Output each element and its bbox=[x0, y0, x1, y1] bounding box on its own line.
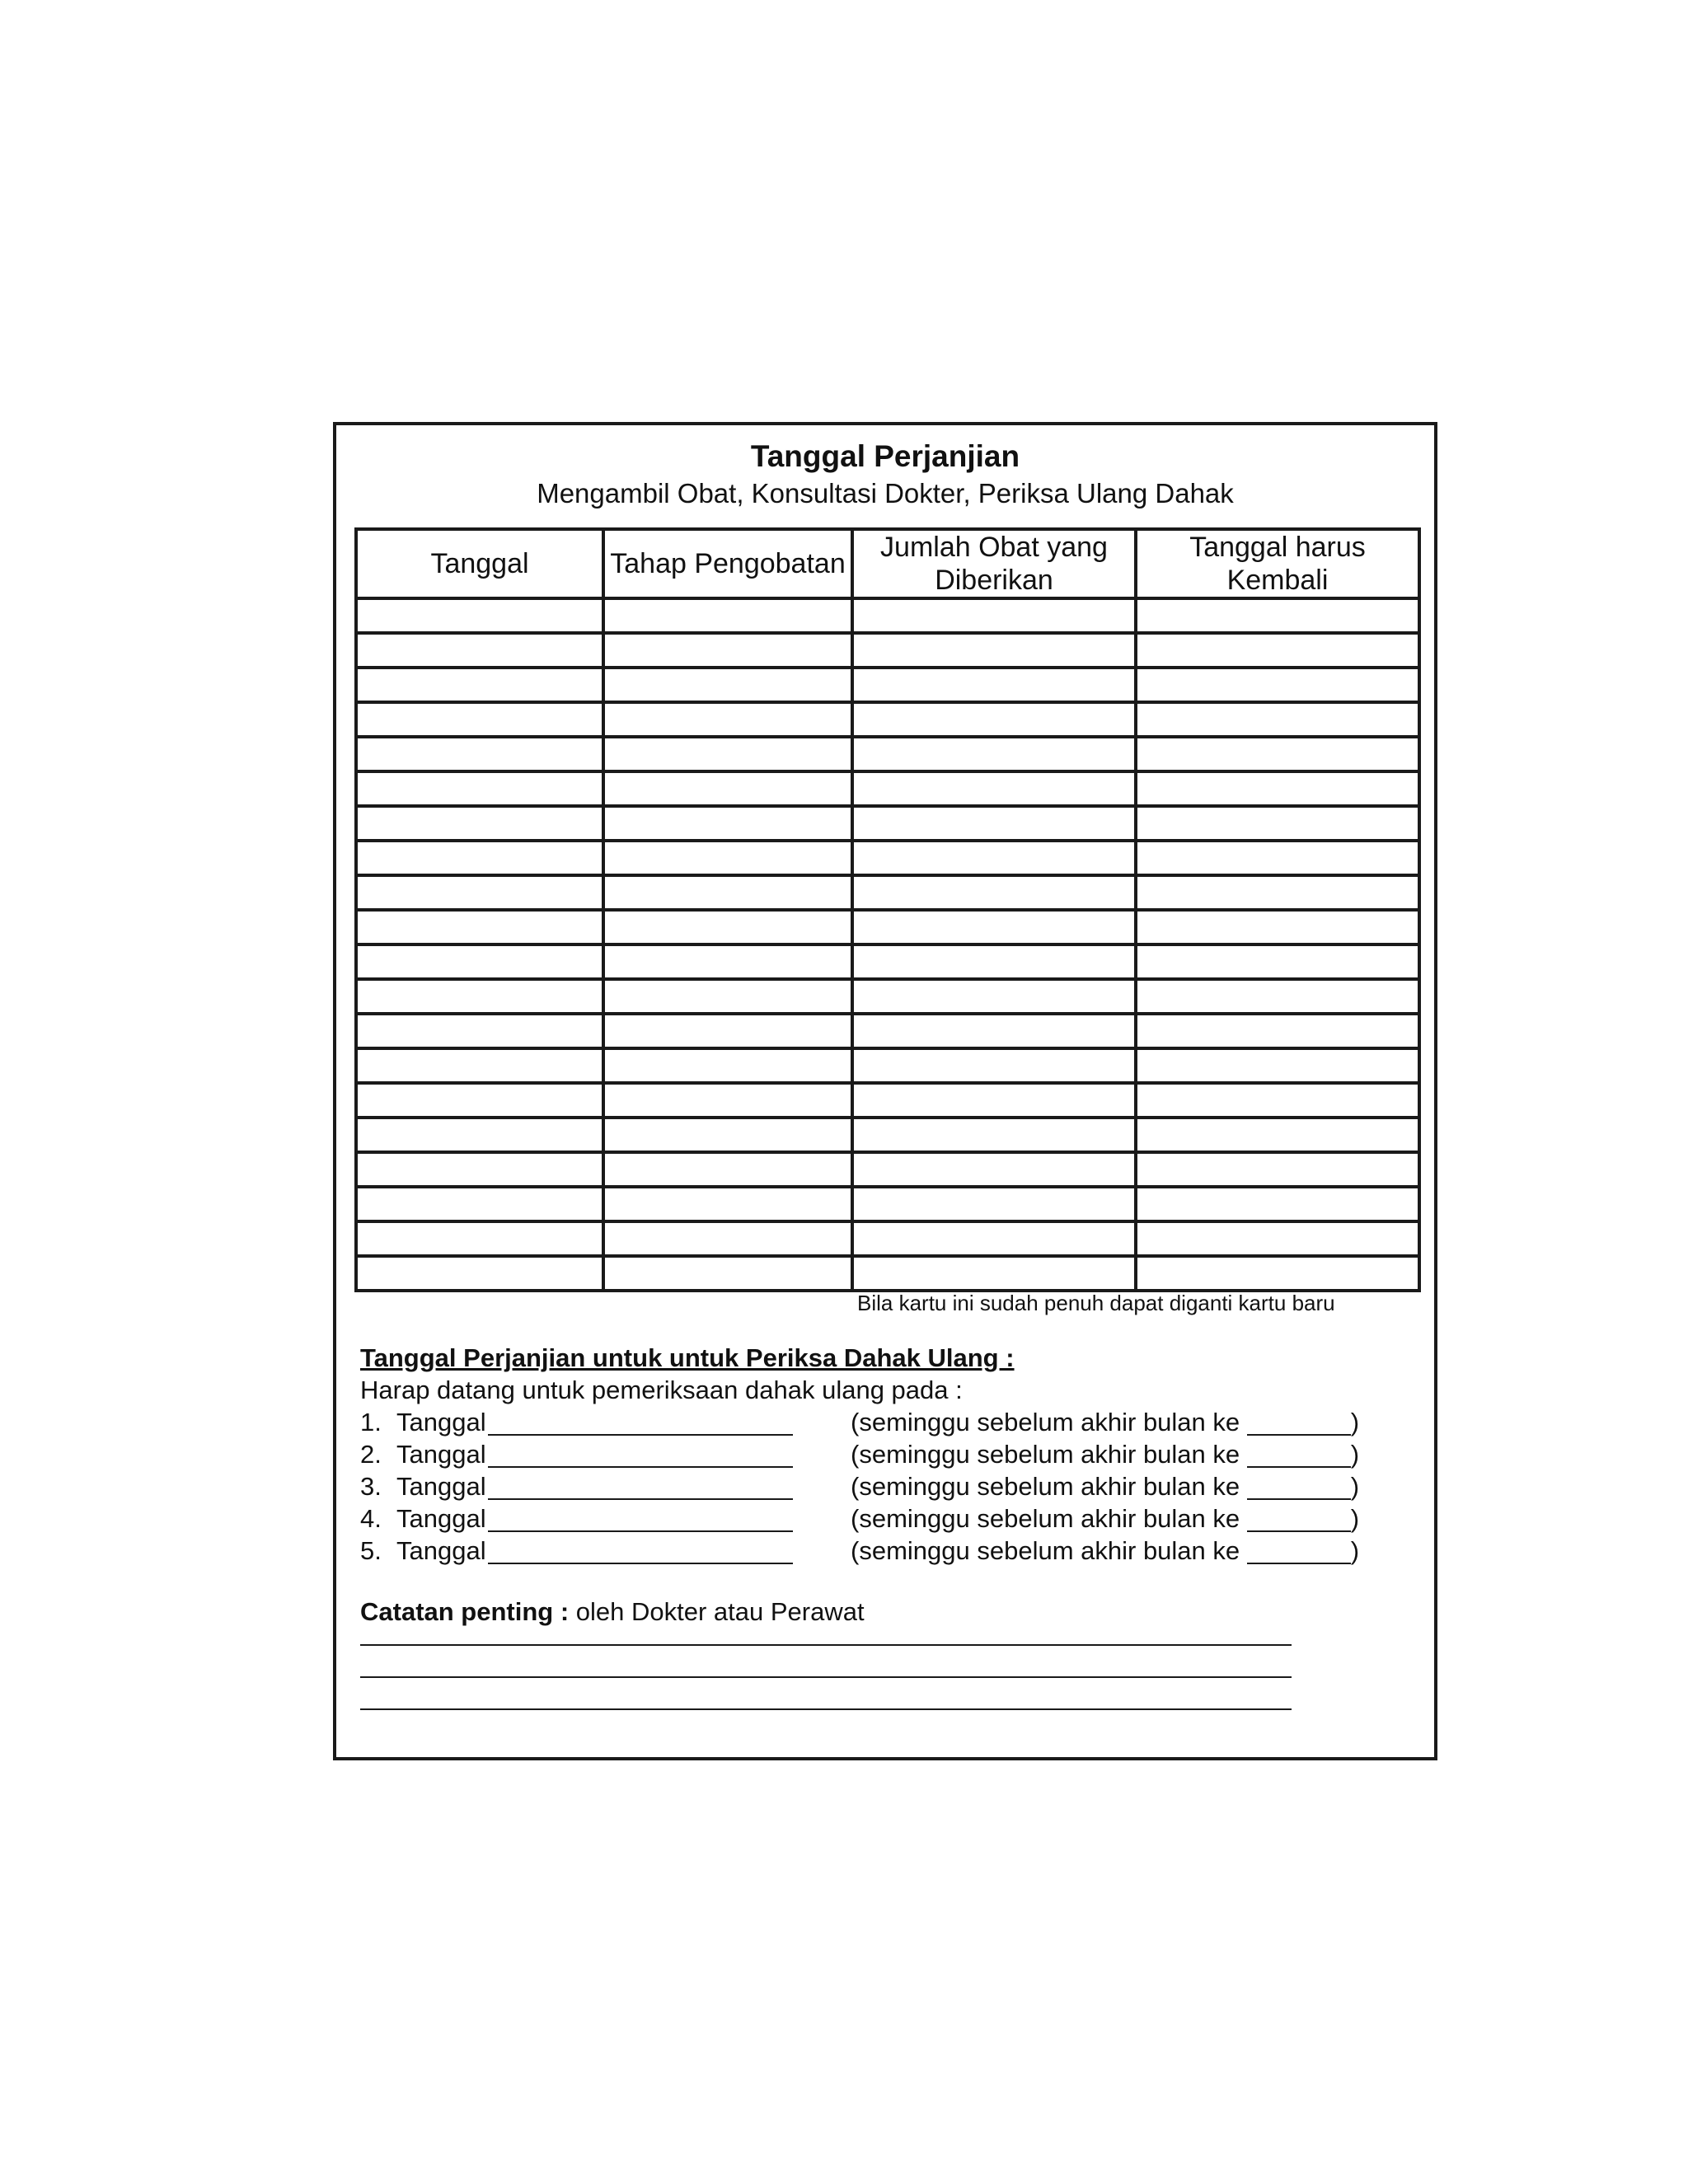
table-cell[interactable] bbox=[603, 598, 852, 633]
item-label: Tanggal bbox=[396, 1472, 486, 1501]
table-cell[interactable] bbox=[603, 1187, 852, 1221]
column-header-drug-amount: Jumlah Obat yang Diberikan bbox=[852, 529, 1136, 598]
table-row bbox=[356, 633, 1419, 668]
table-row bbox=[356, 1048, 1419, 1083]
table-cell[interactable] bbox=[603, 944, 852, 979]
table-cell[interactable] bbox=[852, 771, 1136, 806]
table-cell[interactable] bbox=[603, 979, 852, 1014]
date-blank[interactable] bbox=[488, 1502, 793, 1532]
item-number: 1. bbox=[360, 1408, 382, 1436]
list-item bbox=[360, 1438, 1359, 1470]
table-cell[interactable] bbox=[852, 1152, 1136, 1187]
table-cell[interactable] bbox=[852, 944, 1136, 979]
table-cell[interactable] bbox=[356, 875, 603, 910]
table-cell[interactable] bbox=[356, 1256, 603, 1291]
table-row bbox=[356, 806, 1419, 841]
appointment-table bbox=[354, 527, 1421, 1292]
item-number: 4. bbox=[360, 1504, 382, 1533]
table-cell[interactable] bbox=[1136, 841, 1419, 875]
table-cell[interactable] bbox=[356, 1187, 603, 1221]
table-cell[interactable] bbox=[852, 668, 1136, 702]
table-cell[interactable] bbox=[356, 702, 603, 737]
column-header-treatment-phase: Tahap Pengobatan bbox=[603, 529, 852, 598]
table-cell[interactable] bbox=[603, 910, 852, 944]
table-cell[interactable] bbox=[1136, 633, 1419, 668]
table-row bbox=[356, 737, 1419, 771]
notes-label: Catatan penting : bbox=[360, 1597, 570, 1626]
table-row bbox=[356, 1187, 1419, 1221]
table-cell[interactable] bbox=[1136, 1014, 1419, 1048]
month-note bbox=[851, 1470, 1359, 1502]
table-row bbox=[356, 1118, 1419, 1152]
table-cell[interactable] bbox=[356, 1118, 603, 1152]
table-cell[interactable] bbox=[603, 737, 852, 771]
column-header-return-date: Tanggal harus Kembali bbox=[1136, 529, 1419, 598]
table-cell[interactable] bbox=[356, 668, 603, 702]
table-cell[interactable] bbox=[603, 633, 852, 668]
table-cell[interactable] bbox=[1136, 668, 1419, 702]
month-note bbox=[851, 1535, 1359, 1567]
table-cell[interactable] bbox=[852, 875, 1136, 910]
table-cell[interactable] bbox=[852, 633, 1136, 668]
table-cell[interactable] bbox=[356, 1014, 603, 1048]
item-number: 5. bbox=[360, 1536, 382, 1565]
table-row bbox=[356, 1152, 1419, 1187]
table-footnote: Bila kartu ini sudah penuh dapat diganti kartu baru bbox=[857, 1291, 1335, 1315]
item-label: Tanggal bbox=[396, 1536, 486, 1565]
table-cell[interactable] bbox=[1136, 1187, 1419, 1221]
table-cell[interactable] bbox=[356, 1152, 603, 1187]
table-cell[interactable] bbox=[356, 771, 603, 806]
table-cell[interactable] bbox=[1136, 702, 1419, 737]
month-blank[interactable] bbox=[1247, 1470, 1351, 1500]
table-row bbox=[356, 668, 1419, 702]
month-blank[interactable] bbox=[1247, 1502, 1351, 1532]
table-cell[interactable] bbox=[1136, 1256, 1419, 1291]
table-cell[interactable] bbox=[603, 841, 852, 875]
table-cell[interactable] bbox=[356, 910, 603, 944]
list-item bbox=[360, 1470, 1359, 1502]
month-blank[interactable] bbox=[1247, 1406, 1351, 1436]
table-cell[interactable] bbox=[852, 1083, 1136, 1118]
notes-text: oleh Dokter atau Perawat bbox=[569, 1597, 865, 1626]
table-cell[interactable] bbox=[356, 1048, 603, 1083]
notes-line[interactable] bbox=[360, 1708, 1292, 1710]
date-blank[interactable] bbox=[488, 1438, 793, 1468]
table-cell[interactable] bbox=[603, 806, 852, 841]
table-cell[interactable] bbox=[356, 598, 603, 633]
table-body bbox=[356, 598, 1419, 1291]
list-item bbox=[360, 1406, 1359, 1438]
table-cell[interactable] bbox=[603, 668, 852, 702]
table-cell[interactable] bbox=[1136, 1221, 1419, 1256]
table-cell[interactable] bbox=[852, 1118, 1136, 1152]
section-intro: Harap datang untuk pemeriksaan dahak ulang pada : bbox=[360, 1376, 963, 1404]
table-cell[interactable] bbox=[1136, 1152, 1419, 1187]
table-cell[interactable] bbox=[603, 1048, 852, 1083]
table-row bbox=[356, 875, 1419, 910]
month-note-suffix: ) bbox=[1350, 1504, 1360, 1533]
table-cell[interactable] bbox=[852, 979, 1136, 1014]
table-cell[interactable] bbox=[1136, 944, 1419, 979]
table-cell[interactable] bbox=[1136, 1083, 1419, 1118]
table-cell[interactable] bbox=[1136, 598, 1419, 633]
table-cell[interactable] bbox=[1136, 1118, 1419, 1152]
table-cell[interactable] bbox=[603, 1083, 852, 1118]
item-number: 2. bbox=[360, 1440, 382, 1469]
notes-line[interactable] bbox=[360, 1644, 1292, 1646]
table-cell[interactable] bbox=[356, 979, 603, 1014]
list-item bbox=[360, 1535, 1359, 1567]
table-cell[interactable] bbox=[356, 944, 603, 979]
month-blank[interactable] bbox=[1247, 1438, 1351, 1468]
recheck-date-list bbox=[360, 1406, 1359, 1567]
card-title: Tanggal Perjanjian bbox=[750, 439, 1020, 473]
month-note-prefix: (seminggu sebelum akhir bulan ke bbox=[851, 1440, 1240, 1469]
table-row bbox=[356, 910, 1419, 944]
table-row bbox=[356, 702, 1419, 737]
date-blank[interactable] bbox=[488, 1535, 793, 1564]
table-cell[interactable] bbox=[1136, 806, 1419, 841]
table-cell[interactable] bbox=[603, 875, 852, 910]
table-cell[interactable] bbox=[852, 910, 1136, 944]
table-cell[interactable] bbox=[1136, 737, 1419, 771]
table-cell[interactable] bbox=[852, 841, 1136, 875]
month-note-prefix: (seminggu sebelum akhir bulan ke bbox=[851, 1472, 1240, 1501]
table-row bbox=[356, 979, 1419, 1014]
table-cell[interactable] bbox=[852, 1256, 1136, 1291]
item-label: Tanggal bbox=[396, 1504, 486, 1533]
month-blank[interactable] bbox=[1247, 1535, 1351, 1564]
table-row bbox=[356, 841, 1419, 875]
important-notes bbox=[360, 1597, 865, 1627]
table-cell[interactable] bbox=[1136, 1048, 1419, 1083]
card-subtitle: Mengambil Obat, Konsultasi Dokter, Periksa Ulang Dahak bbox=[537, 478, 1234, 509]
table-cell[interactable] bbox=[356, 737, 603, 771]
table-cell[interactable] bbox=[356, 1083, 603, 1118]
table-cell[interactable] bbox=[1136, 910, 1419, 944]
month-note-prefix: (seminggu sebelum akhir bulan ke bbox=[851, 1536, 1240, 1565]
table-cell[interactable] bbox=[852, 1187, 1136, 1221]
table-cell[interactable] bbox=[603, 1256, 852, 1291]
table-cell[interactable] bbox=[1136, 979, 1419, 1014]
table-cell[interactable] bbox=[356, 806, 603, 841]
month-note-suffix: ) bbox=[1350, 1536, 1360, 1565]
table-cell[interactable] bbox=[603, 1118, 852, 1152]
item-label: Tanggal bbox=[396, 1440, 486, 1469]
month-note-suffix: ) bbox=[1350, 1472, 1360, 1501]
table-row bbox=[356, 1256, 1419, 1291]
month-note-suffix: ) bbox=[1350, 1440, 1360, 1469]
table-cell[interactable] bbox=[603, 771, 852, 806]
month-note bbox=[851, 1502, 1359, 1535]
table-cell[interactable] bbox=[356, 633, 603, 668]
table-cell[interactable] bbox=[852, 1014, 1136, 1048]
table-cell[interactable] bbox=[603, 702, 852, 737]
item-number: 3. bbox=[360, 1472, 382, 1501]
table-cell[interactable] bbox=[603, 1014, 852, 1048]
table-header-row bbox=[356, 529, 1419, 598]
notes-line[interactable] bbox=[360, 1676, 1292, 1678]
column-header-date: Tanggal bbox=[356, 529, 603, 598]
table-cell[interactable] bbox=[1136, 875, 1419, 910]
table-cell[interactable] bbox=[852, 702, 1136, 737]
table-cell[interactable] bbox=[356, 841, 603, 875]
table-cell[interactable] bbox=[603, 1221, 852, 1256]
month-note bbox=[851, 1438, 1359, 1470]
table-cell[interactable] bbox=[852, 737, 1136, 771]
table-row bbox=[356, 771, 1419, 806]
table-row bbox=[356, 1014, 1419, 1048]
month-note-suffix: ) bbox=[1350, 1408, 1360, 1436]
month-note-prefix: (seminggu sebelum akhir bulan ke bbox=[851, 1504, 1240, 1533]
table-row bbox=[356, 598, 1419, 633]
table-row bbox=[356, 1221, 1419, 1256]
table-row bbox=[356, 944, 1419, 979]
list-item bbox=[360, 1502, 1359, 1535]
table-cell[interactable] bbox=[356, 1221, 603, 1256]
sputum-recheck-section bbox=[360, 1342, 1359, 1567]
table-row bbox=[356, 1083, 1419, 1118]
item-label: Tanggal bbox=[396, 1408, 486, 1436]
date-blank[interactable] bbox=[488, 1406, 793, 1436]
table-cell[interactable] bbox=[603, 1152, 852, 1187]
date-blank[interactable] bbox=[488, 1470, 793, 1500]
section-heading: Tanggal Perjanjian untuk untuk Periksa Dahak Ulang : bbox=[360, 1343, 1015, 1372]
table-cell[interactable] bbox=[1136, 771, 1419, 806]
table-cell[interactable] bbox=[852, 1048, 1136, 1083]
table-cell[interactable] bbox=[852, 806, 1136, 841]
month-note-prefix: (seminggu sebelum akhir bulan ke bbox=[851, 1408, 1240, 1436]
table-cell[interactable] bbox=[852, 1221, 1136, 1256]
table-cell[interactable] bbox=[852, 598, 1136, 633]
month-note bbox=[851, 1406, 1359, 1438]
